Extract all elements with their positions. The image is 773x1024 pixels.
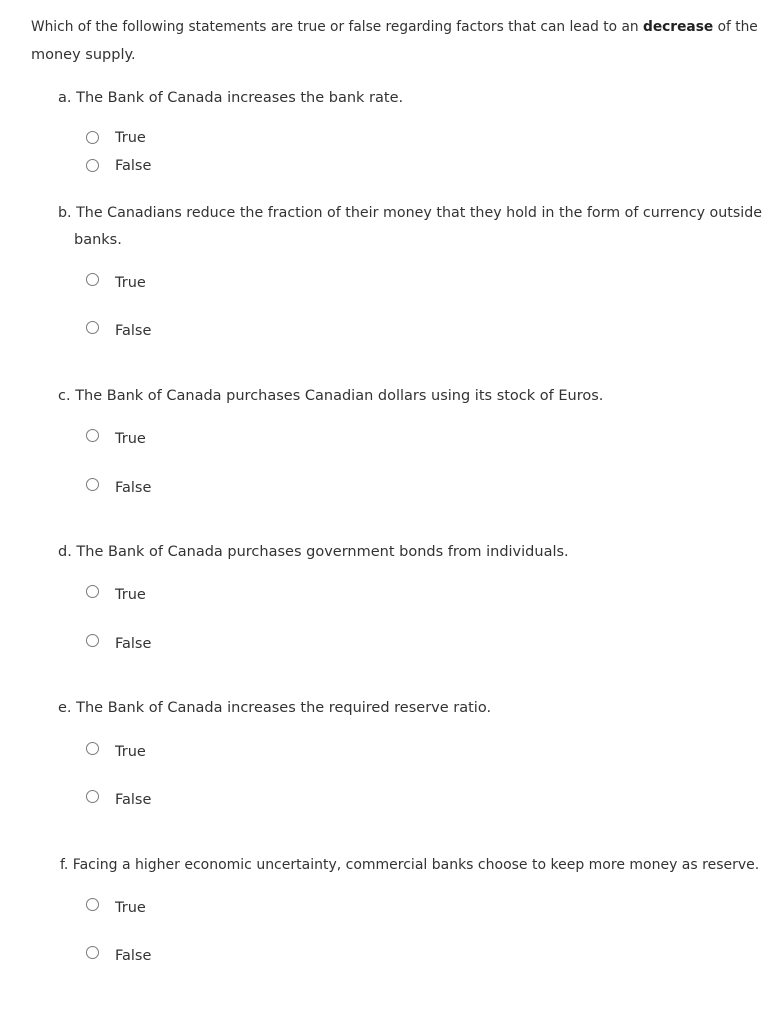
statement-f: f. Facing a higher economic uncertainty, commercial banks choose to keep more money as reserve. — [60, 857, 760, 873]
radio-e-false[interactable] — [86, 790, 99, 803]
prompt-emphasis: decrease — [642, 19, 714, 35]
statement-a: a. The Bank of Canada increases the bank rate. — [58, 90, 404, 106]
option-d-true-label[interactable]: True — [115, 587, 146, 603]
option-f-false-label[interactable]: False — [115, 948, 152, 964]
prompt-text-start: Which of the following statements are true or false regarding factors that can lead to an — [31, 19, 643, 35]
statement-b-line-2: banks. — [74, 232, 122, 248]
radio-d-false[interactable] — [86, 634, 99, 647]
radio-c-false[interactable] — [86, 478, 99, 491]
option-f-true-label[interactable]: True — [115, 900, 146, 916]
option-c-true-label[interactable]: True — [115, 431, 146, 447]
option-b-true-label[interactable]: True — [115, 275, 146, 291]
prompt-text-end: of the — [713, 19, 758, 35]
option-e-false-label[interactable]: False — [115, 792, 152, 808]
option-a-true-label[interactable]: True — [115, 130, 146, 146]
statement-d: d. The Bank of Canada purchases government bonds from individuals. — [58, 544, 569, 560]
statement-c: c. The Bank of Canada purchases Canadian dollars using its stock of Euros. — [58, 388, 604, 404]
radio-b-false[interactable] — [86, 321, 99, 334]
option-a-false-label[interactable]: False — [115, 158, 152, 174]
statement-b: b. The Canadians reduce the fraction of their money that they hold in the form of currency outside — [58, 205, 763, 221]
prompt-line-2: money supply. — [31, 47, 136, 63]
option-e-true-label[interactable]: True — [115, 744, 146, 760]
question-prompt — [31, 19, 758, 35]
radio-f-false[interactable] — [86, 946, 99, 959]
radio-a-false[interactable] — [86, 159, 99, 172]
radio-d-true[interactable] — [86, 585, 99, 598]
radio-f-true[interactable] — [86, 898, 99, 911]
option-c-false-label[interactable]: False — [115, 480, 152, 496]
option-b-false-label[interactable]: False — [115, 323, 152, 339]
option-d-false-label[interactable]: False — [115, 636, 152, 652]
radio-e-true[interactable] — [86, 742, 99, 755]
radio-b-true[interactable] — [86, 273, 99, 286]
statement-e: e. The Bank of Canada increases the required reserve ratio. — [58, 700, 492, 716]
radio-c-true[interactable] — [86, 429, 99, 442]
radio-a-true[interactable] — [86, 131, 99, 144]
